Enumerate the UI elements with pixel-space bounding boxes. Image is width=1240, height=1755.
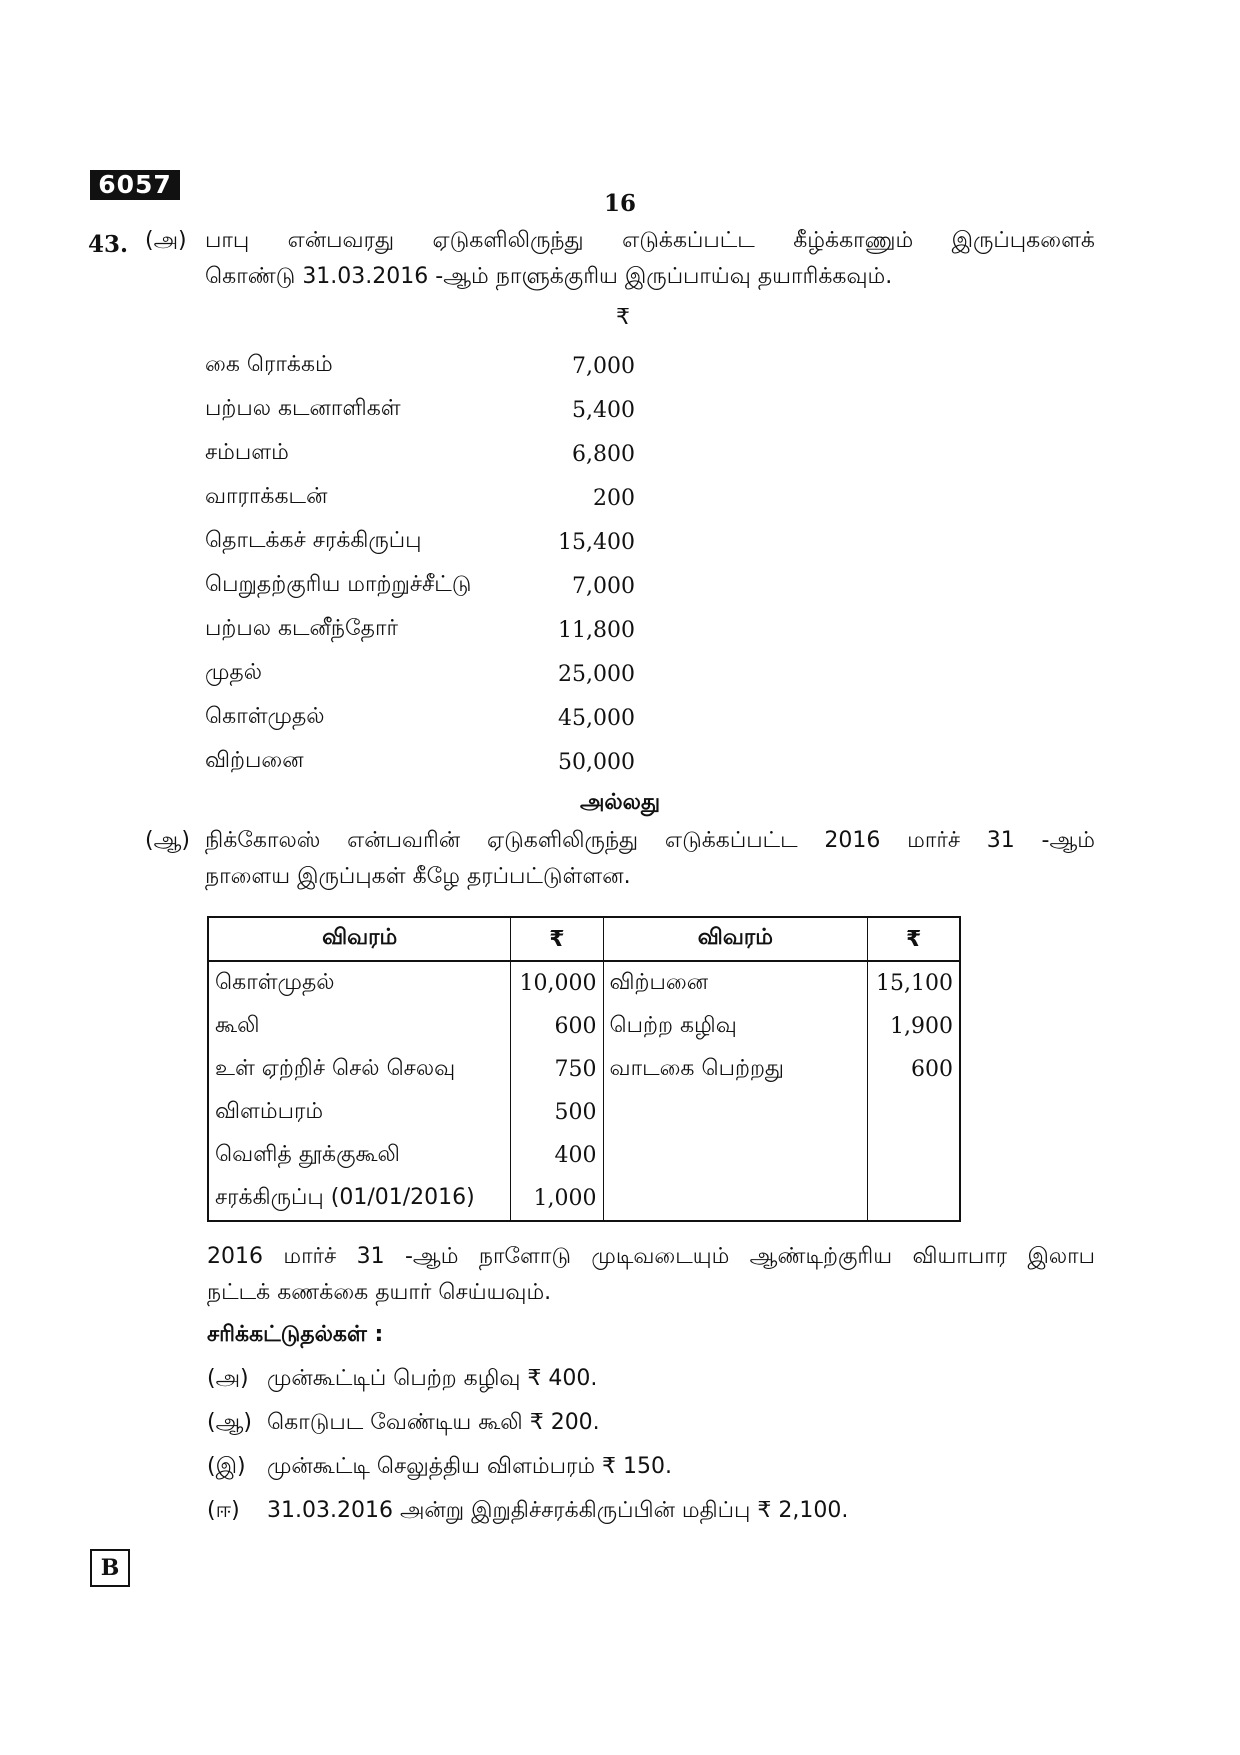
- balances-list: [205, 344, 635, 784]
- adjustment-text: முன்கூட்டிப் பெற்ற கழிவு ₹ 400.: [267, 1366, 598, 1391]
- table-cell: சரக்கிருப்பு (01/01/2016): [208, 1177, 511, 1221]
- table-header-row: [208, 917, 960, 961]
- balance-name: பற்பல கடனாளிகள்: [205, 396, 401, 421]
- column-header-particulars: விவரம்: [603, 917, 868, 961]
- series-box: B: [90, 1549, 130, 1587]
- adjustment-label: (ஆ): [207, 1410, 252, 1435]
- balance-amount: 200: [593, 485, 635, 511]
- balance-amount: 5,400: [572, 397, 635, 423]
- balance-row: [205, 696, 635, 740]
- table-cell: [868, 1134, 960, 1177]
- paper-code: 6057: [90, 170, 180, 200]
- table-row: [208, 1048, 960, 1091]
- part-b-text-line1: நிக்கோலஸ் என்பவரின் ஏடுகளிலிருந்து எடுக்கப்பட்ட 2016 மார்ச் 31 -ஆம்: [205, 828, 1095, 853]
- adjustment-text: 31.03.2016 அன்று இறுதிச்சரக்கிருப்பின் மதிப்பு ₹ 2,100.: [267, 1498, 849, 1523]
- table-cell: கொள்முதல்: [208, 961, 511, 1005]
- table-cell: 600: [511, 1005, 603, 1048]
- table-cell: 750: [511, 1048, 603, 1091]
- balance-name: தொடக்கச் சரக்கிருப்பு: [205, 528, 422, 553]
- table-cell: 400: [511, 1134, 603, 1177]
- table-cell: 1,900: [868, 1005, 960, 1048]
- or-heading: அல்லது: [579, 790, 661, 815]
- question-number: 43.: [88, 231, 129, 258]
- balance-amount: 45,000: [558, 705, 635, 731]
- balance-name: கொள்முதல்: [205, 704, 325, 729]
- adjustment-label: (அ): [207, 1366, 249, 1391]
- table-cell: கூலி: [208, 1005, 511, 1048]
- table-row: [208, 1005, 960, 1048]
- balance-name: சம்பளம்: [205, 440, 289, 465]
- adjustment-label: (ஈ): [207, 1498, 240, 1523]
- adjustment-item: [207, 1410, 600, 1438]
- balance-row: [205, 740, 635, 784]
- balance-amount: 25,000: [558, 661, 635, 687]
- balance-amount: 11,800: [558, 617, 635, 643]
- adjustment-item: [207, 1366, 597, 1394]
- balance-name: விற்பனை: [205, 748, 304, 773]
- table-cell: 10,000: [511, 961, 603, 1005]
- balance-amount: 6,800: [572, 441, 635, 467]
- adjustments-heading: சரிக்கட்டுதல்கள் :: [207, 1322, 384, 1347]
- balance-amount: 15,400: [558, 529, 635, 555]
- table-cell: உள் ஏற்றிச் செல் செலவு: [208, 1048, 511, 1091]
- balance-name: வாராக்கடன்: [205, 484, 328, 509]
- balances-table: [207, 916, 961, 1222]
- table-cell: 500: [511, 1091, 603, 1134]
- balance-name: கை ரொக்கம்: [205, 352, 333, 377]
- part-b-label: (ஆ): [145, 828, 190, 853]
- instruction-line2: நட்டக் கணக்கை தயார் செய்யவும்.: [207, 1280, 552, 1305]
- table-cell: [868, 1177, 960, 1221]
- column-header-amount: ₹: [868, 917, 960, 961]
- part-a-label: (அ): [145, 228, 187, 253]
- balance-name: பெறுதற்குரிய மாற்றுச்சீட்டு: [205, 572, 472, 597]
- balance-name: முதல்: [205, 660, 263, 685]
- balance-row: [205, 344, 635, 388]
- table-row: [208, 961, 960, 1005]
- table-row: [208, 1134, 960, 1177]
- currency-header: ₹: [616, 305, 630, 330]
- balance-row: [205, 564, 635, 608]
- table-cell: 1,000: [511, 1177, 603, 1221]
- table-row: [208, 1177, 960, 1221]
- part-a-text-line1: பாபு என்பவரது ஏடுகளிலிருந்து எடுக்கப்பட்ட கீழ்க்காணும் இருப்புகளைக்: [205, 228, 1095, 253]
- balance-row: [205, 476, 635, 520]
- column-header-amount: ₹: [511, 917, 603, 961]
- table-cell: விளம்பரம்: [208, 1091, 511, 1134]
- table-cell: 15,100: [868, 961, 960, 1005]
- balance-row: [205, 432, 635, 476]
- balance-row: [205, 652, 635, 696]
- instruction-line1: 2016 மார்ச் 31 -ஆம் நாளோடு முடிவடையும் ஆண்டிற்குரிய வியாபார இலாப: [207, 1244, 1095, 1269]
- adjustment-text: முன்கூட்டி செலுத்திய விளம்பரம் ₹ 150.: [267, 1454, 673, 1479]
- table-row: [208, 1091, 960, 1134]
- table-cell: 600: [868, 1048, 960, 1091]
- table-cell: [603, 1091, 868, 1134]
- adjustment-label: (இ): [207, 1454, 246, 1479]
- table-cell: [603, 1134, 868, 1177]
- adjustment-text: கொடுபட வேண்டிய கூலி ₹ 200.: [267, 1410, 600, 1435]
- table-cell: [603, 1177, 868, 1221]
- table-cell: விற்பனை: [603, 961, 868, 1005]
- adjustment-item: [207, 1498, 848, 1526]
- balance-row: [205, 608, 635, 652]
- balance-name: பற்பல கடனீந்தோர்: [205, 616, 398, 641]
- adjustment-item: [207, 1454, 672, 1482]
- table-cell: வாடகை பெற்றது: [603, 1048, 868, 1091]
- part-b-text-line2: நாளைய இருப்புகள் கீழே தரப்பட்டுள்ளன.: [205, 864, 631, 889]
- balance-amount: 50,000: [558, 749, 635, 775]
- balance-amount: 7,000: [572, 573, 635, 599]
- balance-row: [205, 520, 635, 564]
- part-a-text-line2: கொண்டு 31.03.2016 -ஆம் நாளுக்குரிய இருப்பாய்வு தயாரிக்கவும்.: [205, 264, 893, 289]
- balance-row: [205, 388, 635, 432]
- balance-amount: 7,000: [572, 353, 635, 379]
- table-cell: பெற்ற கழிவு: [603, 1005, 868, 1048]
- table-cell: [868, 1091, 960, 1134]
- column-header-particulars: விவரம்: [208, 917, 511, 961]
- page-number: 16: [603, 190, 636, 217]
- table-cell: வெளித் தூக்குகூலி: [208, 1134, 511, 1177]
